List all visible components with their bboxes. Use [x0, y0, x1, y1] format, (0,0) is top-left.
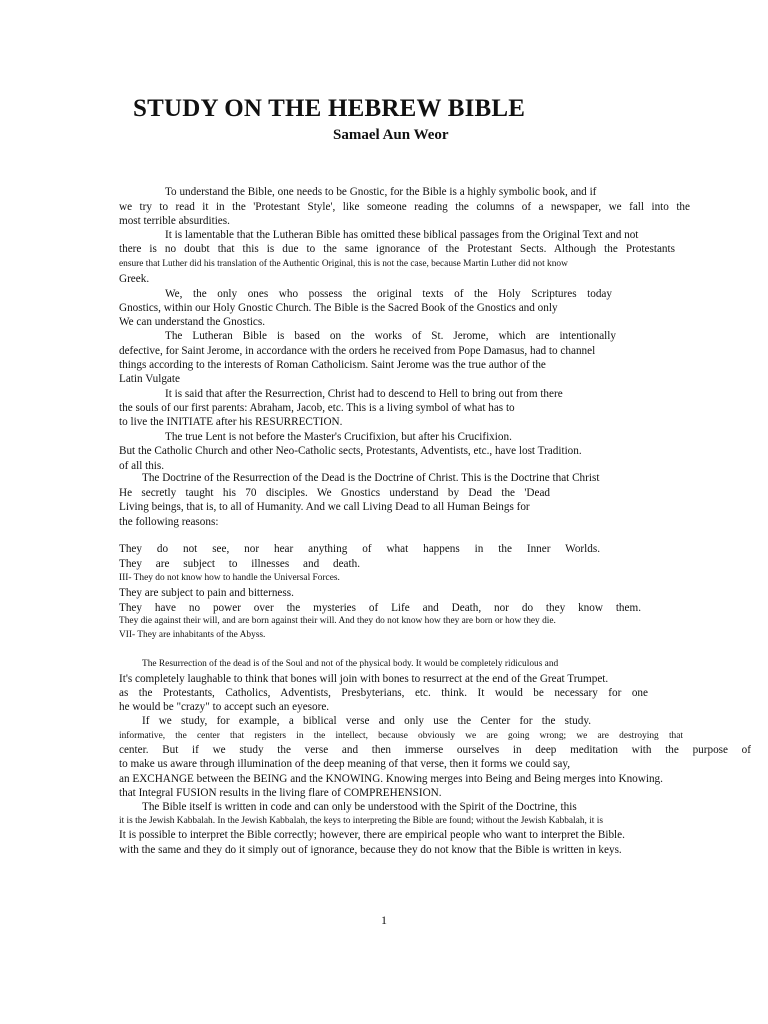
text-line: we try to read it in the 'Protestant Style', like someone reading the columns of a newspaper, we fall into the: [119, 201, 690, 213]
text-line: He secretly taught his 70 disciples. We Gnostics understand by Dead the 'Dead: [119, 487, 550, 499]
text-line: They do not see, nor hear anything of what happens in the Inner Worlds.: [119, 543, 600, 555]
text-line: to live the INITIATE after his RESURRECTION.: [119, 416, 343, 428]
text-line: it is the Jewish Kabbalah. In the Jewish Kabbalah, the keys to interpreting the Bible are found; without the Jewish Kabbalah, it is: [119, 816, 604, 826]
text-line: If we study, for example, a biblical verse and only use the Center for the study.: [142, 715, 591, 727]
text-line: But the Catholic Church and other Neo-Catholic sects, Protestants, Adventists, etc., have lost Tradition.: [119, 445, 582, 457]
text-line: They die against their will, and are born against their will. And they do not know how they are born or how they die.: [119, 616, 556, 626]
page-number: 1: [381, 913, 387, 927]
text-line: things according to the interests of Roman Catholicism. Saint Jerome was the true author of the: [119, 359, 546, 371]
text-line: most terrible absurdities.: [119, 215, 230, 227]
text-line: The true Lent is not before the Master's Crucifixion, but after his Crucifixion.: [165, 431, 512, 443]
text-line: he would be "crazy" to accept such an eyesore.: [119, 701, 330, 713]
text-line: They have no power over the mysteries of Life and Death, nor do they know them.: [119, 602, 641, 614]
text-line: the following reasons:: [119, 516, 219, 528]
text-line: III- They do not know how to handle the Universal Forces.: [119, 573, 340, 583]
text-line: informative, the center that registers in the intellect, because obviously we are going wrong; we are destroying that: [119, 731, 683, 741]
text-line: They are subject to pain and bitterness.: [119, 587, 294, 599]
text-line: The Lutheran Bible is based on the works of St. Jerome, which are intentionally: [165, 330, 616, 342]
text-line: the souls of our first parents: Abraham, Jacob, etc. This is a living symbol of what has to: [119, 402, 515, 414]
text-line: They are subject to illnesses and death.: [119, 558, 360, 570]
text-line: defective, for Saint Jerome, in accordance with the orders he received from Pope Damasus, had to channel: [119, 345, 596, 357]
text-line: as the Protestants, Catholics, Adventists, Presbyterians, etc. think. It would be necessary for one: [119, 687, 648, 699]
text-line: with the same and they do it simply out of ignorance, because they do not know that the Bible is written in keys.: [119, 844, 622, 856]
text-line: Latin Vulgate: [119, 373, 180, 385]
text-line: an EXCHANGE between the BEING and the KNOWING. Knowing merges into Being and Being merges into Knowing.: [119, 773, 663, 785]
text-line: The Doctrine of the Resurrection of the Dead is the Doctrine of Christ. This is the Doctrine that Christ: [142, 472, 600, 484]
text-line: Gnostics, within our Holy Gnostic Church. The Bible is the Sacred Book of the Gnostics and only: [119, 302, 558, 314]
text-line: Greek.: [119, 273, 150, 285]
text-line: ensure that Luther did his translation of the Authentic Original, this is not the case, because Martin Luther did not know: [119, 259, 568, 269]
text-line: It is possible to interpret the Bible correctly; however, there are empirical people who want to interpret the Bible.: [119, 829, 625, 841]
text-line: VII- They are inhabitants of the Abyss.: [119, 630, 266, 640]
text-line: that Integral FUSION results in the living flare of COMPREHENSION.: [119, 787, 442, 799]
text-line: to make us aware through illumination of the deep meaning of that verse, then it forms we could say,: [119, 758, 571, 770]
text-line: We can understand the Gnostics.: [119, 316, 266, 328]
text-line: of all this.: [119, 460, 165, 472]
text-line: The Bible itself is written in code and can only be understood with the Spirit of the Doctrine, this: [142, 801, 577, 813]
document-title: STUDY ON THE HEBREW BIBLE: [133, 95, 526, 122]
text-line: there is no doubt that this is due to the same ignorance of the Protestant Sects. Although the Protestants: [119, 243, 675, 255]
text-line: It is said that after the Resurrection, Christ had to descend to Hell to bring out from there: [165, 388, 563, 400]
text-line: To understand the Bible, one needs to be Gnostic, for the Bible is a highly symbolic book, and if: [165, 186, 597, 198]
text-line: The Resurrection of the dead is of the Soul and not of the physical body. It would be completely ridiculous and: [142, 659, 559, 669]
text-line: It is lamentable that the Lutheran Bible has omitted these biblical passages from the Original Text and not: [165, 229, 639, 241]
text-line: It's completely laughable to think that bones will join with bones to resurrect at the end of the Great Trumpet.: [119, 673, 609, 685]
document-author: Samael Aun Weor: [333, 127, 449, 143]
text-line: We, the only ones who possess the original texts of the Holy Scriptures today: [165, 288, 612, 300]
text-line: Living beings, that is, to all of Humanity. And we call Living Dead to all Human Beings for: [119, 501, 530, 513]
text-line: center. But if we study the verse and then immerse ourselves in deep meditation with the purpose of: [119, 744, 751, 756]
